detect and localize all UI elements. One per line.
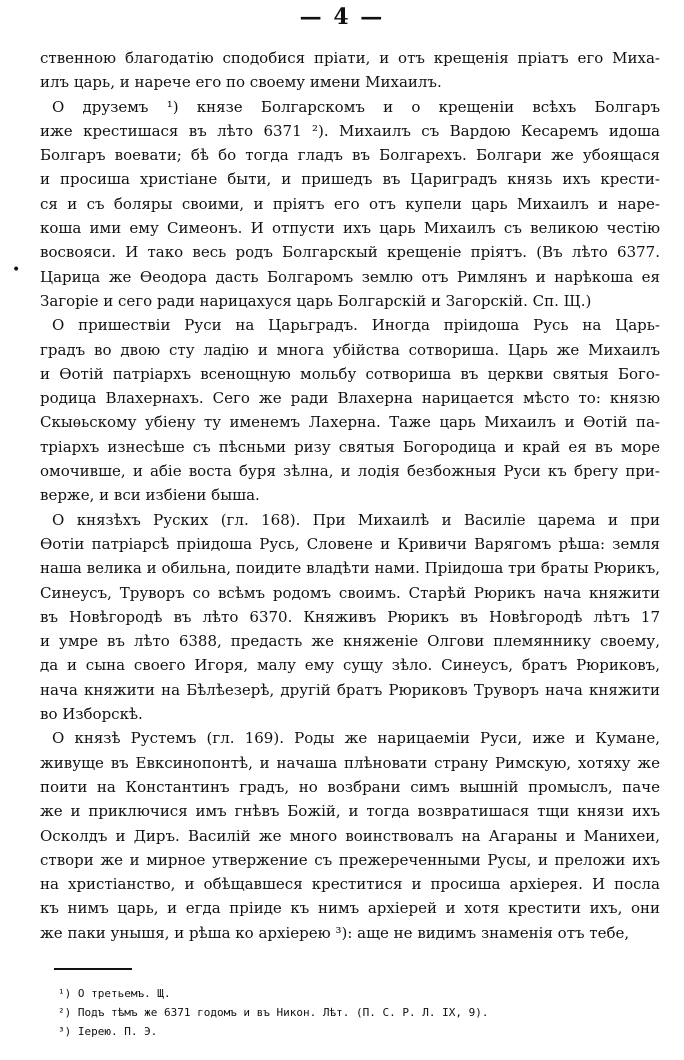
text-line: и просиша христіане быти, и пришедъ въ Цариградъ князь ихъ крести- <box>40 170 660 189</box>
text-line: верже, и вси избіени быша. <box>40 486 260 505</box>
text-line: иже крестишася въ лѣто 6371 ²). Михаилъ съ Вардою Кесаремъ идоша <box>40 121 660 140</box>
footnotes <box>58 984 618 1041</box>
text-line: илъ царь, и нарече его по своему имени Михаилъ. <box>40 73 442 92</box>
text-line: живуще въ Евксинопонтѣ, и начаша плѣновати страну Римскую, хотяху же <box>40 753 660 772</box>
text-line: во Изборскѣ. <box>40 705 143 724</box>
text-line: ся и съ боляры своими, и пріятъ его отъ купели царь Михаилъ и наре- <box>40 194 660 213</box>
text-line: и Ѳотій патріархъ всенощную мольбу сотвориша въ церкви святыя Бого- <box>40 364 660 383</box>
text-line: на христіанство, и обѣщавшеся креститися и просиша архіерея. И посла <box>40 875 660 894</box>
footnote-rule <box>54 968 132 970</box>
text-line: Загоріе и сего ради нарицахуся царь Болгарскій и Загорскій. Сп. Щ.) <box>40 291 592 310</box>
text-line: же и приключися имъ гнѣвъ Божій, и тогда возвратишася тщи князи ихъ <box>40 802 660 821</box>
footnote-3: ³) Іерею. П. Э. <box>58 1025 158 1038</box>
text-line: ственною благодатію сподобися пріати, и отъ крещенія пріатъ его Миха- <box>40 49 660 67</box>
text-line: градъ во двою сту ладію и многа убійства сотвориша. Царь же Михаилъ <box>40 340 660 359</box>
text-line: Царица же Ѳеодора дасть Болгаромъ землю отъ Римлянъ и нарѣкоша ея <box>40 267 660 286</box>
text-line: и умре въ лѣто 6388, предасть же княженіе Олгови племяннику своему, <box>40 632 660 651</box>
text-line: омочивше, и абіе воста буря зѣлна, и лодія безбожныя Руси къ брегу при- <box>40 462 660 481</box>
text-line: нача княжити на Бѣлѣезерѣ, другій братъ Рюриковъ Труворъ нача княжити <box>40 680 660 699</box>
text-line: О князѣхъ Руских (гл. 168). При Михаилѣ и Василіе царема и при <box>52 510 660 529</box>
text-line: Скыѳьскому убіену ту именемъ Лахерна. Таже царь Михаилъ и Ѳотій па- <box>40 413 660 432</box>
text-line: тріархъ изнесѣше съ пѣсньми ризу святыя Богородица и край ея въ море <box>40 437 660 456</box>
text-line: да и сына своего Игоря, малу ему сущу зѣло. Синеусъ, братъ Рюриковъ, <box>40 656 660 675</box>
footnote-2: ²) Подъ тѣмъ же 6371 годомъ и въ Никон. Лѣт. (П. С. Р. Л. IX, 9). <box>58 1006 489 1019</box>
text-line: О князѣ Рустемъ (гл. 169). Роды же нарицаеміи Руси, иже и Кумане, <box>52 729 660 748</box>
text-line: коша ими ему Симеонъ. И отпусти ихъ царь Михаилъ съ великою честію <box>40 219 660 238</box>
footnote-1: ¹) О третьемъ. Щ. <box>58 987 171 1000</box>
text-line: къ нимъ царь, и егда пріиде къ нимъ архіерей и хотя крестити ихъ, они <box>40 899 660 918</box>
text-line: Осколдъ и Диръ. Василій же много воинствовалъ на Агараны и Манихеи, <box>40 826 660 845</box>
text-line: О пришествіи Руси на Царьградъ. Иногда пріидоша Русь на Царь- <box>52 316 660 335</box>
text-line: же паки унышя, и рѣша ко архіерею ³): аще не видимъ знаменія отъ тебе, <box>40 923 630 942</box>
text-line: Синеусъ, Труворъ со всѣмъ родомъ своимъ. Старѣй Рюрикъ нача княжити <box>40 583 660 602</box>
margin-mark: • <box>12 262 21 278</box>
text-line: поити на Константинъ градъ, но возбрани симъ вышній промыслъ, паче <box>40 777 660 796</box>
text-line: наша велика и обильна, поидите владѣти нами. Пріидоша три браты Рюрикъ, <box>40 559 660 578</box>
text-line: О друземъ ¹) князе Болгарскомъ и о крещеніи всѣхъ Болгаръ <box>52 97 660 116</box>
text-line: Болгаръ воевати; бѣ бо тогда гладъ въ Болгарехъ. Болгари же убоящася <box>40 146 660 165</box>
text-line: родица Влахернахъ. Сего же ради Влахерна нарицается мѣсто то: князю <box>40 389 660 408</box>
text-line: створи же и мирное утвержение съ прежереченными Русы, и преложи ихъ <box>40 850 660 869</box>
page-number: — 4 — <box>299 4 385 30</box>
text-line: восвояси. И тако весь родъ Болгарскый крещеніе пріятъ. (Въ лѣто 6377. <box>40 243 660 262</box>
text-line: въ Новѣгородѣ въ лѣто 6370. Княживъ Рюрикъ въ Новѣгородѣ лѣтъ 17 <box>40 607 660 626</box>
main-text <box>40 46 660 945</box>
text-line: Ѳотіи патріарсѣ пріидоша Русь, Словене и Кривичи Варягомъ рѣша: земля <box>40 534 660 553</box>
